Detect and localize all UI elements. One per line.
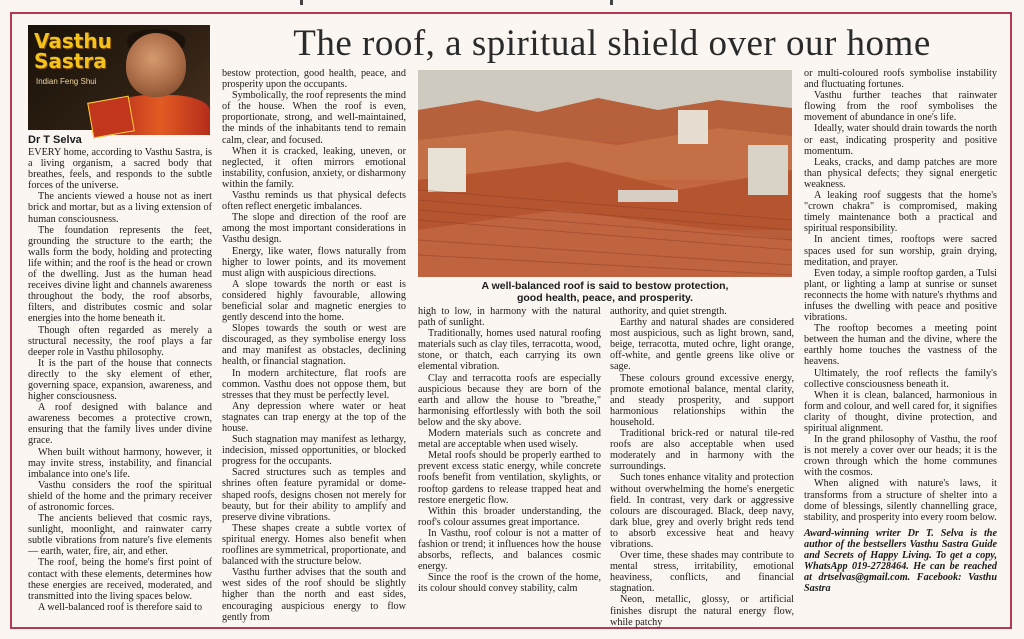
column-1	[28, 25, 212, 613]
paragraph: These colours ground excessive energy, promote emotional balance, mental clarity, and steady prosperity, and support harmonious relationships within the household.	[610, 372, 794, 428]
body-column	[610, 306, 794, 628]
paragraph: Vasthu further teaches that rainwater flowing from the roof symbolises the movement of abundance in one's life.	[804, 90, 997, 124]
paragraph: The foundation represents the feet, grounding the structure to the earth; the walls form the body, holding and protecting life within; and the roof is the head or crown of the dwelling. Just as the human head receives divine light and channels awareness throughout the body, the roof absorbs, filters, and distributes cosmic and solar energies into the home beneath it.	[28, 224, 212, 325]
column-logo	[34, 31, 112, 71]
column-2	[222, 68, 407, 623]
paragraph: Since the roof is the crown of the home, its colour should convey stability, calm	[418, 572, 601, 595]
caption-line-1: A well-balanced roof is said to bestow protection,	[481, 280, 729, 292]
body-column	[28, 147, 212, 613]
paragraph: When aligned with nature's laws, it transforms from a structure of shelter into a dome of blessings, silently channelling grace, stability, and prosperity into every room below.	[804, 478, 997, 523]
paragraph: Modern materials such as concrete and metal are acceptable when used wisely.	[418, 428, 601, 451]
paragraph: Vasthu considers the roof the spiritual shield of the home and the primary receiver of astronomic forces.	[28, 479, 212, 513]
logo-line-2: Sastra	[34, 49, 107, 73]
paragraph: Such stagnation may manifest as lethargy, indecision, missed opportunities, or blocked progress for the occupants.	[222, 434, 406, 468]
photo-block	[418, 70, 792, 306]
paragraph: These shapes create a subtle vortex of spiritual energy. Homes also benefit when rooflines are symmetrical, proportionate, and balanced with the structure below.	[222, 522, 406, 568]
logo-subtitle: Indian Feng Shui	[36, 77, 97, 86]
paragraph: In modern architecture, flat roofs are common. Vasthu does not oppose them, but stresses that they must be perfectly level.	[222, 367, 406, 401]
byline: Dr T Selva	[28, 134, 82, 146]
paragraph: Ultimately, the roof reflects the family's collective consciousness beneath it.	[804, 367, 997, 390]
paragraph: Symbolically, the roof represents the mind of the house. When the roof is even, proportionate, strong, and well-maintained, the minds of the inhabitants tend to remain calm, clear, and focused.	[222, 90, 406, 146]
clipped-edge-mark	[610, 0, 613, 5]
paragraph: Traditionally, homes used natural roofing materials such as clay tiles, terracotta, wood, stone, or thatch, each carrying its own elemental vibration.	[418, 328, 601, 373]
paragraph: Within this broader understanding, the roof's colour assumes great importance.	[418, 505, 601, 528]
paragraph: Any depression where water or heat stagnates can trap energy at the top of the house.	[222, 400, 406, 434]
paragraph: bestow protection, good health, peace, and prosperity upon the occupants.	[222, 68, 406, 91]
body-column	[222, 68, 406, 623]
paragraph: Earthy and natural shades are considered most auspicious, such as light brown, sand, beige, terracotta, muted ochre, light orange, off-white, and gentle greens like olive or sage.	[610, 317, 794, 373]
paragraph: The slope and direction of the roof are among the most important considerations in Vasthu design.	[222, 212, 406, 246]
paragraph: Energy, like water, flows naturally from higher to lower points, and its movement must align with auspicious directions.	[222, 245, 406, 279]
body-column	[418, 306, 601, 594]
paragraph: In the grand philosophy of Vasthu, the roof is not merely a cover over our heads; it is the crown through which the home communes with the cosmos.	[804, 434, 997, 479]
columnist-header-image	[28, 25, 210, 130]
paragraph: Sacred structures such as temples and shrines often feature pyramidal or dome-shaped roofs, designs chosen not merely for beauty, but for their ability to amplify and preserve divine vibrations.	[222, 467, 406, 523]
paragraph: Slopes towards the south or west are discouraged, as they symbolise energy loss and may manifest as obstacles, declining health, or financial stagnation.	[222, 323, 406, 368]
author-bio: Award-winning writer Dr T. Selva is the author of the bestsellers Vasthu Sastra Guide and Secrets of Happy Living. To get a copy, WhatsApp 019-2728464. He can be reached at drtselvas@gmail.com. Facebook: Vasthu Sastra	[804, 527, 997, 595]
paragraph: When built without harmony, however, it may invite stress, instability, and financial imbalance into one's life.	[28, 446, 212, 480]
column-4	[610, 306, 794, 628]
paragraph: Neon, metallic, glossy, or artificial finishes disrupt the natural energy flow, while patchy	[610, 594, 794, 628]
paragraph: Vasthu further advises that the south and west sides of the roof should be slightly higher than the north and east sides, encouraging auspicious energy to flow gently from	[222, 567, 406, 623]
paragraph: Over time, these shades may contribute to mental stress, irritability, emotional heaviness, conflicts, and financial stagnation.	[610, 550, 794, 595]
clipped-edge-mark	[300, 0, 303, 5]
body-column	[804, 68, 997, 523]
column-3	[418, 306, 601, 610]
paragraph: Such tones enhance vitality and protection without overwhelming the home's energetic field. In contrast, very dark or aggressive colours are discouraged. Black, deep navy, dark blue, grey and overly bright reds tend to absorb excessive heat and heavy vibrations.	[610, 472, 794, 550]
paragraph: A leaking roof suggests that the home's "crown chakra" is compromised, making timely maintenance both a practical and spiritual responsibility.	[804, 190, 997, 235]
paragraph: Leaks, cracks, and damp patches are more than physical defects; they signal energetic weakness.	[804, 156, 997, 190]
paragraph: Ideally, water should drain towards the north or east, indicating prosperity and positive momentum.	[804, 123, 997, 157]
paragraph: It is the part of the house that connects directly to the sky element of ether, governing space, expansion, awareness, and higher consciousness.	[28, 357, 212, 403]
portrait-face	[126, 33, 186, 97]
paragraph: Traditional brick-red or natural tile-red roofs are also acceptable when used moderately and in harmony with the surroundings.	[610, 428, 794, 473]
paragraph: high to low, in harmony with the natural path of sunlight.	[418, 306, 601, 329]
paragraph: When it is cracked, leaking, uneven, or neglected, it often mirrors emotional instability, confusion, anxiety, or disharmony within the family.	[222, 145, 407, 190]
book-in-hand	[87, 96, 135, 139]
rooftops-photo	[418, 70, 792, 277]
paragraph: The ancients believed that cosmic rays, sunlight, moonlight, and rainwater carry subtle vibrations from nature's five elements — earth, water, fire, air, and ether.	[28, 513, 212, 558]
paragraph: Even today, a simple rooftop garden, a Tulsi plant, or lighting a lamp at sunrise or sunset reconnects the home with nature's rhythms and infuses the dwelling with peace and positive vibrations.	[804, 267, 997, 324]
caption-line-2: good health, peace, and prosperity.	[516, 292, 693, 304]
paragraph: A slope towards the north or east is considered highly favourable, allowing beneficial solar and magnetic energies to gently descend into the home.	[222, 278, 406, 324]
paragraph: When it is clean, balanced, harmonious in form and colour, and well cared for, it signifies clarity of thought, divine protection, and spiritual alignment.	[804, 389, 997, 434]
logo-line-1: Vasthu	[34, 29, 112, 53]
paragraph: The rooftop becomes a meeting point between the human and the divine, where the earthly home touches the vastness of the heavens.	[804, 323, 997, 368]
paragraph: A roof designed with balance and awareness becomes a protective crown, ensuring that the family lives under divine grace.	[28, 402, 212, 447]
paragraph: EVERY home, according to Vasthu Sastra, is a living organism, a sacred body that breathes, feels, and responds to the subtle forces of the universe.	[28, 147, 212, 192]
rooftops-illustration	[418, 70, 792, 277]
paragraph: A well-balanced roof is therefore said to	[38, 601, 203, 613]
paragraph: The ancients viewed a house not as inert brick and mortar, but as a living extension of human consciousness.	[28, 191, 212, 225]
paragraph: authority, and quiet strength.	[610, 306, 727, 317]
paragraph: In ancient times, rooftops were sacred spaces used for sun worship, grain drying, meditation, and prayer.	[804, 234, 997, 268]
paragraph: Though often regarded as merely a structural necessity, the roof plays a far deeper role in Vasthu philosophy.	[28, 324, 212, 358]
paragraph: Metal roofs should be properly earthed to prevent excess static energy, while concrete roofs benefit from ventilation, skylights, or rooftop gardens to release trapped heat and restore energetic flow.	[418, 450, 601, 506]
photo-caption	[418, 280, 792, 304]
paragraph: In Vasthu, roof colour is not a matter of fashion or trend; it influences how the house absorbs, reflects, and balances cosmic energy.	[418, 527, 601, 573]
headline: The roof, a spiritual shield over our home	[293, 23, 931, 64]
paragraph: Clay and terracotta roofs are especially auspicious because they are born of the earth and allow the house to "breathe," harmonising effortlessly with both the soil below and the sky above.	[418, 372, 601, 428]
paragraph: The roof, being the home's first point of contact with these elements, determines how these energies are received, moderated, and transmitted into the living spaces below.	[28, 557, 212, 602]
column-5	[804, 68, 997, 610]
paragraph: or multi-coloured roofs symbolise instability and fluctuating fortunes.	[804, 68, 997, 91]
paragraph: Vasthu reminds us that physical defects often reflect energetic imbalances.	[222, 190, 406, 213]
